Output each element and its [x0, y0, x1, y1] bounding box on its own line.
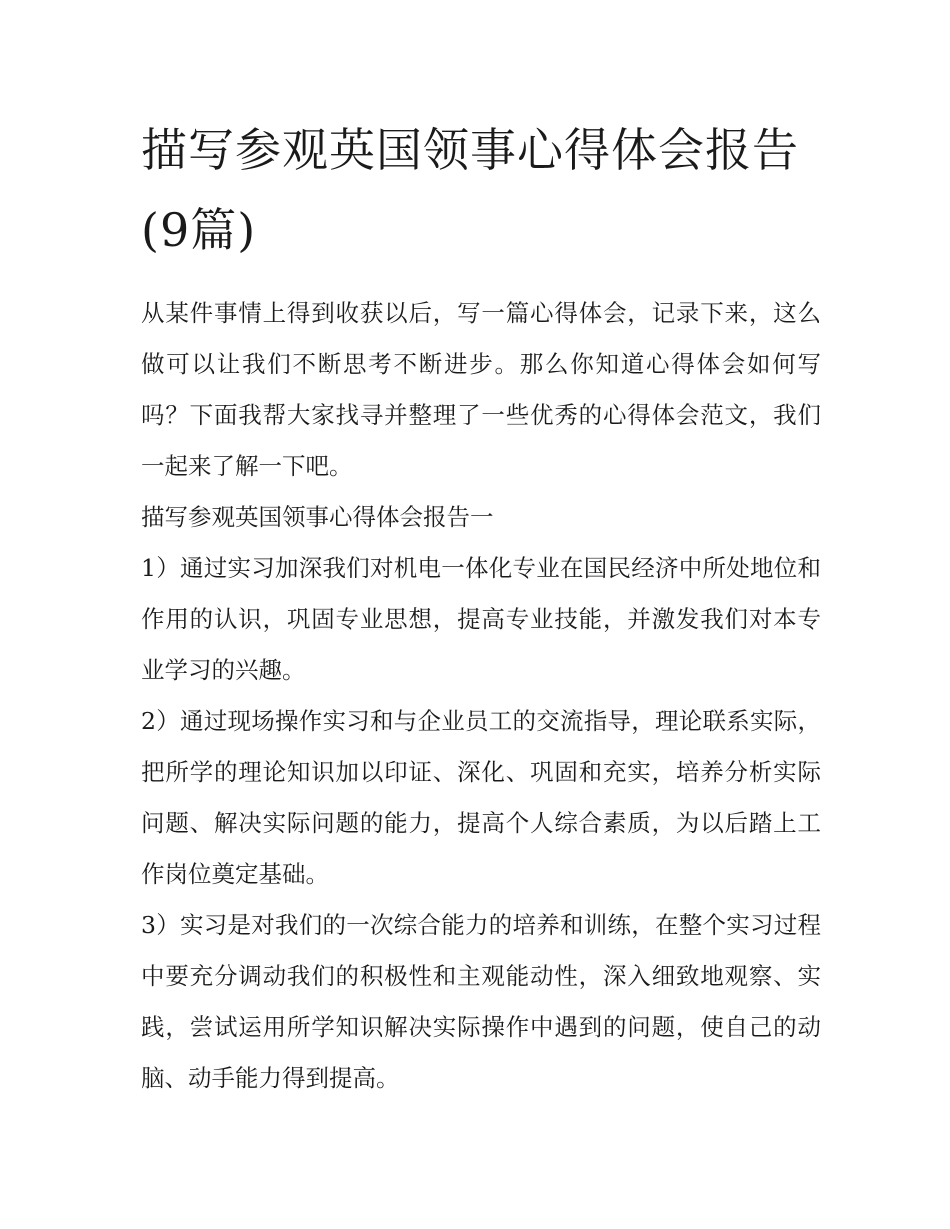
intro-paragraph: 从某件事情上得到收获以后，写一篇心得体会，记录下来，这么做可以让我们不断思考不断进步。那么你知道心得体会如何写吗？下面我帮大家找寻并整理了一些优秀的心得体会范文，我们一起来了解一下吧。: [141, 299, 821, 480]
list-item-3: 3）实习是对我们的一次综合能力的培养和训练，在整个实习过程中要充分调动我们的积极性和主观能动性，深入细致地观察、实践，尝试运用所学知识解决实际操作中遇到的问题，使自己的动脑、动手能力得到提高。: [141, 911, 821, 1092]
list-item-2: 2）通过现场操作实习和与企业员工的交流指导，理论联系实际，把所学的理论知识加以印证、深化、巩固和充实，培养分析实际问题、解决实际问题的能力，提高个人综合素质，为以后踏上工作岗位奠定基础。: [141, 707, 821, 888]
section-heading: 描写参观英国领事心得体会报告一: [141, 503, 494, 531]
document-page: [141, 110, 821, 1104]
list-item-1: 1）通过实习加深我们对机电一体化专业在国民经济中所处地位和作用的认识，巩固专业思想，提高专业技能，并激发我们对本专业学习的兴趣。: [141, 554, 821, 684]
document-title: 描写参观英国领事心得体会报告(9篇): [141, 123, 799, 257]
